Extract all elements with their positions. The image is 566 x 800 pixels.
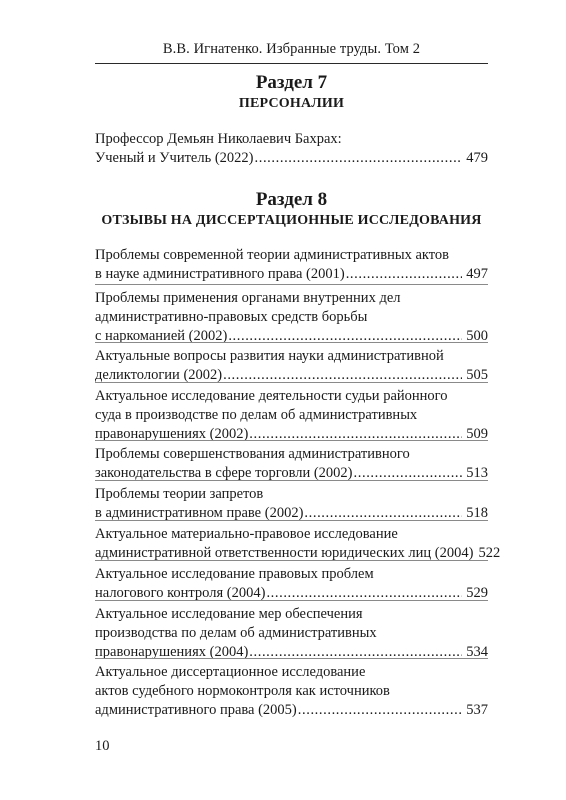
toc-entry — [95, 525, 501, 563]
toc-page-number: 505 — [466, 367, 488, 383]
toc-page-number: 479 — [466, 150, 488, 166]
toc-entry-title-line: суда в производстве по делам об административных — [95, 407, 418, 423]
toc-entry-title-line: Проблемы применения органами внутренних дел — [95, 290, 401, 306]
toc-entry-title-line: в науке административного права (2001) — [95, 266, 345, 282]
toc-entry-title-line: Проблемы теории запретов — [95, 486, 264, 502]
toc-page-number: 497 — [466, 266, 488, 282]
section-8-subtitle: ОТЗЫВЫ НА ДИССЕРТАЦИОННЫЕ ИССЛЕДОВАНИЯ — [101, 213, 482, 228]
toc-entry-last-line — [95, 425, 488, 444]
toc-entry-title-line: Проблемы современной теории административных актов — [95, 247, 449, 263]
toc-page-number: 513 — [466, 465, 488, 481]
entry-separator — [95, 342, 488, 343]
toc-entry — [95, 663, 488, 720]
entry-separator — [95, 600, 488, 601]
toc-entry-title-line: административной ответственности юридических лиц (2004) — [95, 545, 474, 561]
toc-entry-title-line: в административном праве (2002) — [95, 505, 304, 521]
entry-separator — [95, 658, 488, 659]
entry-separator — [95, 284, 488, 285]
toc-entry — [95, 347, 488, 385]
toc-entry-title-line: административного права (2005) — [95, 702, 297, 718]
entry-separator — [95, 382, 488, 383]
toc-page-number: 509 — [466, 426, 488, 442]
section-7-title: Раздел 7 — [255, 72, 328, 93]
dot-leader — [228, 327, 462, 346]
running-head: В.В. Игнатенко. Избранные труды. Том 2 — [162, 41, 421, 57]
toc-entry-title-line: Актуальное диссертационное исследование — [95, 664, 366, 680]
toc-entry-last-line — [95, 149, 488, 168]
toc-entry — [95, 485, 488, 523]
toc-entry-title-line: Актуальное исследование деятельности судьи районного — [95, 388, 448, 404]
dot-leader — [249, 425, 462, 444]
toc-entry — [95, 445, 488, 483]
dot-leader — [249, 643, 462, 662]
toc-entry-last-line — [95, 643, 488, 662]
toc-entry — [95, 130, 488, 168]
section-8-title: Раздел 8 — [255, 189, 328, 210]
toc-entry — [95, 387, 488, 444]
entry-separator — [95, 560, 488, 561]
toc-page-number: 534 — [466, 644, 488, 660]
toc-entry — [95, 289, 488, 346]
toc-entry — [95, 565, 488, 603]
toc-page-number: 500 — [466, 328, 488, 344]
toc-entry-title-line: административно-правовых средств борьбы — [95, 309, 368, 325]
toc-entry-title-line: Актуальное материально-правовое исследование — [95, 526, 398, 542]
toc-entry-title-line: Проблемы совершенствования административного — [95, 446, 410, 462]
toc-entry-title-line: производства по делам об административных — [95, 625, 377, 641]
section-7-subtitle: ПЕРСОНАЛИИ — [238, 96, 345, 111]
page-number: 10 — [95, 738, 110, 754]
toc-entry-title-line: правонарушениях (2004) — [95, 644, 249, 660]
header-rule — [95, 63, 488, 64]
dot-leader — [298, 701, 462, 720]
toc-page-number: 518 — [466, 505, 488, 521]
toc-entry-title-line: налогового контроля (2004) — [95, 585, 266, 601]
dot-leader — [255, 149, 463, 168]
toc-entry-title-line: Актуальные вопросы развития науки административной — [95, 348, 444, 364]
toc-entry — [95, 246, 488, 284]
toc-entry-title-line: актов судебного нормоконтроля как источников — [95, 683, 390, 699]
toc-entry-title-line: Профессор Демьян Николаевич Бахрах: — [95, 131, 342, 147]
toc-entry-title-line: правонарушениях (2002) — [95, 426, 249, 442]
toc-page-number: 537 — [466, 702, 488, 718]
toc-entry-last-line — [95, 327, 488, 346]
toc-entry — [95, 605, 488, 662]
toc-page-number: 522 — [478, 545, 501, 561]
toc-entry-last-line — [95, 701, 488, 720]
toc-entry-title-line: законодательства в сфере торговли (2002) — [95, 465, 353, 481]
toc-entry-title-line: Ученый и Учитель (2022) — [95, 150, 254, 166]
toc-entry-last-line — [95, 265, 488, 284]
entry-separator — [95, 520, 488, 521]
toc-entry-title-line: Актуальное исследование мер обеспечения — [95, 606, 363, 622]
toc-entry-title-line: Актуальное исследование правовых проблем — [95, 566, 374, 582]
entry-separator — [95, 480, 488, 481]
dot-leader — [346, 265, 463, 284]
toc-page-number: 529 — [466, 585, 488, 601]
toc-entry-title-line: деликтологии (2002) — [95, 367, 223, 383]
toc-entry-title-line: с наркоманией (2002) — [95, 328, 228, 344]
entry-separator — [95, 440, 488, 441]
